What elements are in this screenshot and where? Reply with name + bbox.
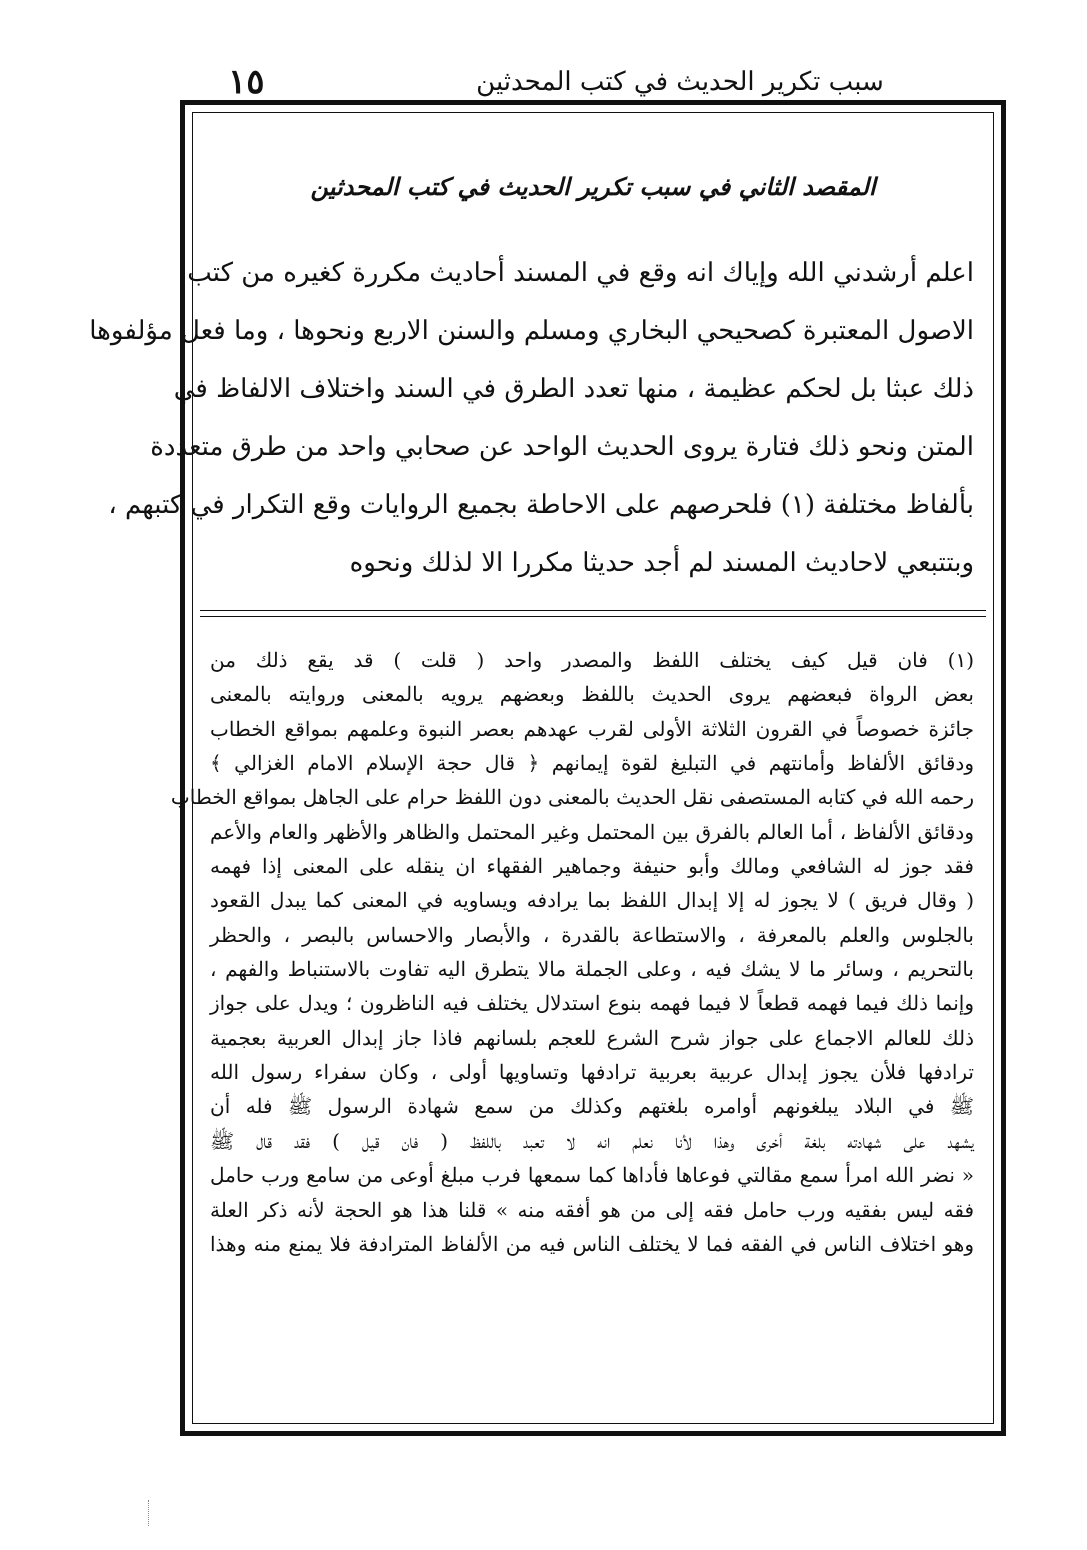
running-title: سبب تكرير الحديث في كتب المحدثين (476, 67, 884, 97)
footnote-line: وإنما ذلك فيما فهمه قطعاً لا فيما فهمه بنوع استدلال يختلف فيه الناظرون ؛ ويدل على جواز (210, 991, 974, 1016)
footnote-line: « نضر الله امرأ سمع مقالتي فوعاها فأداها كما سمعها فرب مبلغ أوعى من سامع ورب حامل (210, 1163, 974, 1188)
running-head (180, 62, 1020, 102)
footnote-line: ودقائق الألفاظ وأمانتهم في التبليغ لقوة إيمانهم ﴿ قال حجة الإسلام الامام الغزالي ﴾ (210, 751, 974, 776)
footnote-line: ذلك للعالم الاجماع على جواز شرح الشرع للعجم بلسانهم فاذا جاز إبدال العربية بعجمية (210, 1025, 974, 1050)
footnote-line: بالتحريم ، وسائر ما لا يشك فيه ، وعلى الجملة مالا يتطرق اليه تفاوت بالاستنباط والفهم ، (210, 957, 974, 982)
footnote-line: جائزة خصوصاً في القرون الثلاثة الأولى لقرب عهدهم بعصر النبوة وعلمهم بمواقع الخطاب (210, 716, 974, 741)
main-text-line: وبتتبعي لاحاديث المسند لم أجد حديثا مكررا الا لذلك ونحوه (349, 548, 974, 578)
footnote-line: ﷺ في البلاد يبلغونهم أوامره بلغتهم وكذلك من سمع شهادة الرسول ﷺ فله أن (210, 1094, 975, 1119)
main-text-line: الاصول المعتبرة كصحيحي البخاري ومسلم والسنن الاربع ونحوها ، وما فعل مؤلفوها (89, 316, 974, 346)
scan-mark (148, 1500, 150, 1526)
main-text-block (89, 244, 974, 592)
footnote-line: ودقائق الألفاظ ، أما العالم بالفرق بين المحتمل وغير المحتمل والظاهر والأظهر والعام والأعم (210, 819, 974, 844)
footnote-block (170, 643, 975, 1261)
main-text-line: ذلك عبثا بل لحكم عظيمة ، منها تعدد الطرق في السند واختلاف الالفاظ في (173, 374, 974, 404)
section-heading: المقصد الثاني في سبب تكرير الحديث في كتب المحدثين (310, 172, 876, 201)
footnote-line: فقه ليس بفقيه ورب حامل فقه إلى من هو أفقه منه » قلنا هذا هو الحجة لأنه ذكر العلة (210, 1197, 974, 1222)
footnote-separator-top (200, 610, 986, 611)
footnote-line: ( وقال فريق ) لا يجوز له إلا إبدال اللفظ بما يرادفه ويساويه في المعنى كما يبدل القعود (210, 888, 974, 913)
footnote-line: بالجلوس والعلم بالمعرفة ، والاستطاعة بالقدرة ، والأبصار والاحساس بالبصر ، والحظر (210, 922, 974, 947)
main-text-line: اعلم أرشدني الله وإياك انه وقع في المسند أحاديث مكررة كغيره من كتب (187, 258, 974, 288)
footnote-line: وهو اختلاف الناس في الفقه فما لا يختلف الناس فيه من الألفاظ المترادفة فلا يمنع منه وهذا (210, 1231, 974, 1256)
footnote-line: (١) فان قيل كيف يختلف اللفظ والمصدر واحد ( قلت ) قد يقع ذلك من (210, 648, 974, 672)
footnote-separator-bottom (200, 616, 986, 617)
footnote-line: يشهد على شهادته بلغة أخرى وهذا لأنا نعلم انه لا تعبد باللفظ ( فان قيل ) فقد قال ﷺ (210, 1128, 974, 1153)
page-number: ١٥ (228, 62, 265, 102)
main-text-line: بألفاظ مختلفة (١) فلحرصهم على الاحاطة بجميع الروايات وقع التكرار في كتبهم ، (108, 490, 974, 520)
footnote-line: فقد جوز له الشافعي ومالك وأبو حنيفة وجماهير الفقهاء ان ينقله على المعنى إذا فهمه (210, 854, 974, 879)
footnote-line: رحمه الله في كتابه المستصفى نقل الحديث بالمعنى دون اللفظ حرام على الجاهل بمواقع الخطاب (170, 785, 974, 810)
footnote-line: ترادفها فلأن يجوز إبدال عربية بعربية ترادفها وتساويها أولى ، وكان سفراء رسول الله (210, 1060, 974, 1085)
footnote-line: بعض الرواة فبعضهم يروى الحديث باللفظ وبعضهم يرويه بالمعنى وروايته بالمعنى (210, 682, 974, 707)
main-text-line: المتن ونحو ذلك فتارة يروى الحديث الواحد عن صحابي واحد من طرق متعددة (150, 432, 974, 462)
